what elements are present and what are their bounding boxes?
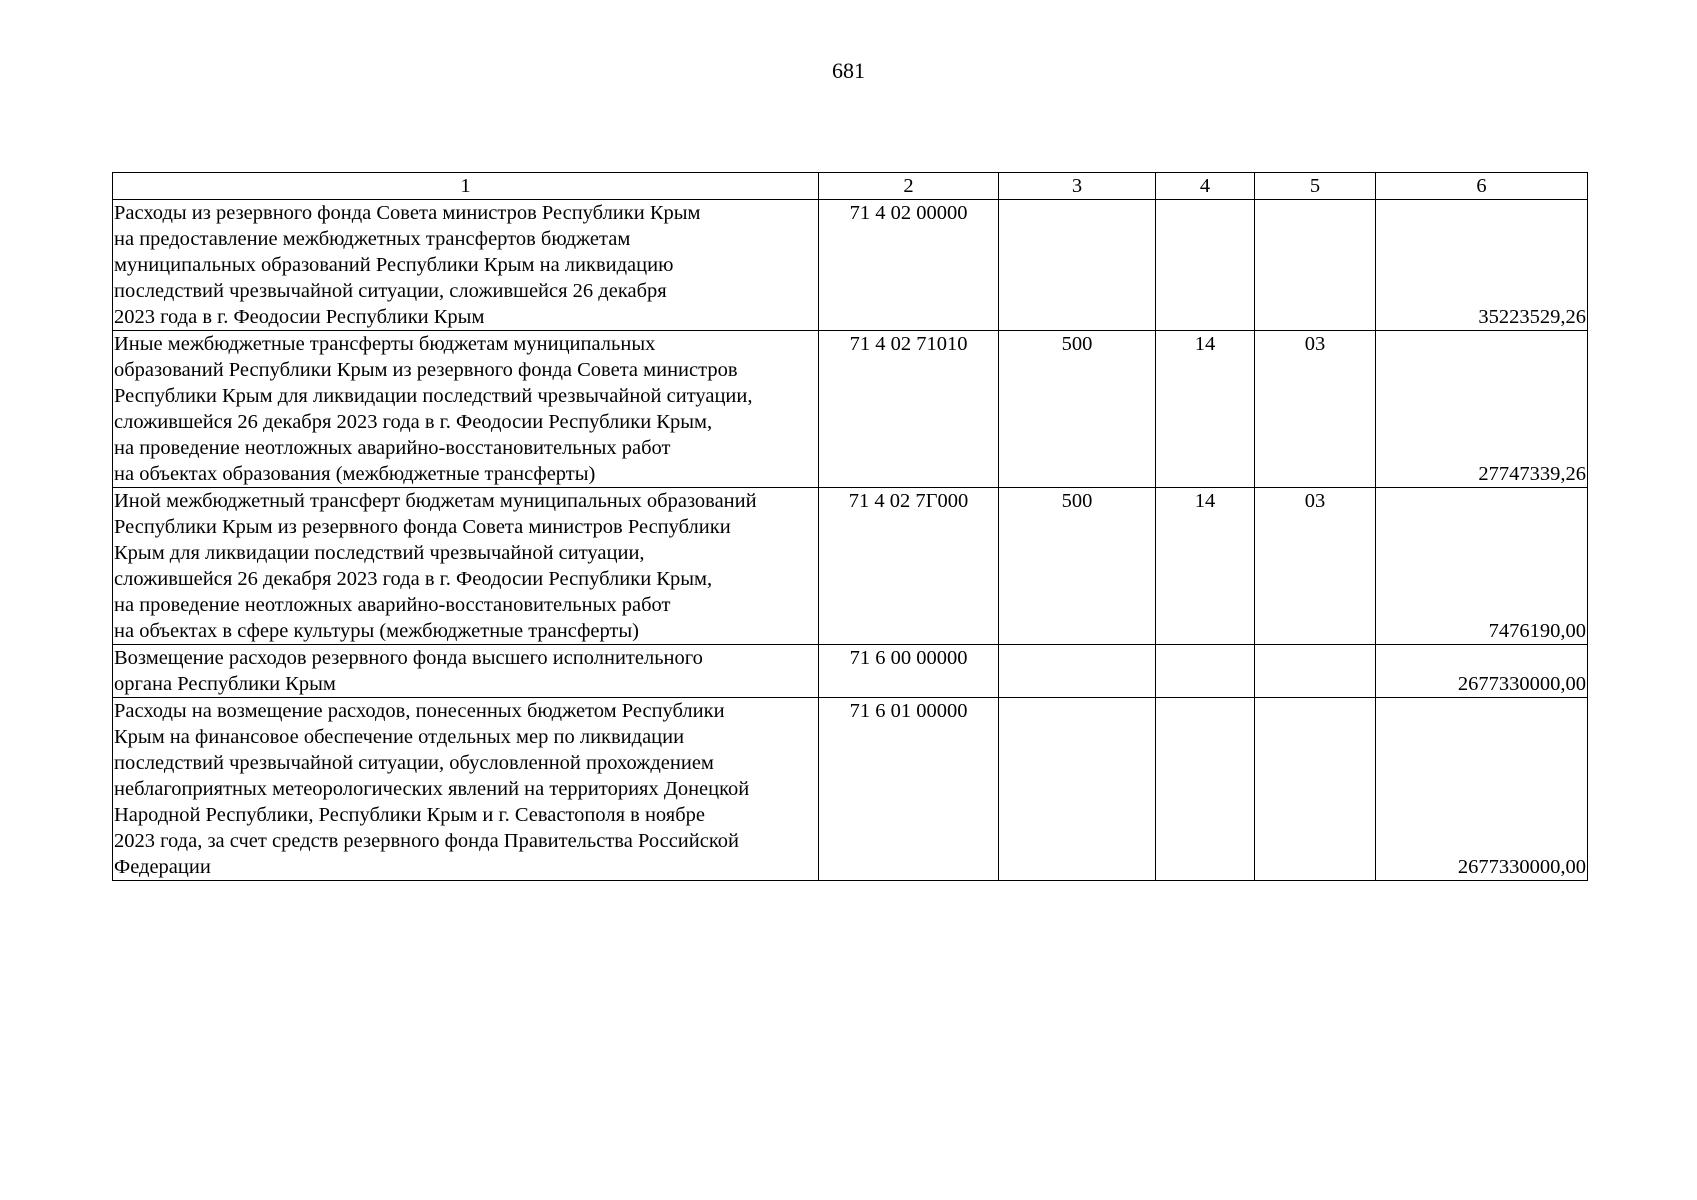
- expense-name-cell: Расходы на возмещение расходов, понесенных бюджетом Республики Крым на финансовое обеспечение отдельных мер по ликвидации последствий чрезвычайной ситуации, обусловленной прохождением неблагоприятных метеорологических явлений на территориях Донецкой Народной Республики, Республики Крым и г. Севастополя в ноябре 2023 года, за счет средств резервного фонда Правительства Российской Федерации: [113, 698, 819, 881]
- target-code-cell: 71 4 02 00000: [819, 200, 999, 331]
- subsection-cell: [1255, 200, 1376, 331]
- expense-type-cell: [999, 645, 1156, 698]
- subsection-cell: 03: [1255, 331, 1376, 488]
- table-row: [113, 698, 1588, 881]
- section-cell: [1156, 200, 1255, 331]
- column-header: 2: [819, 173, 999, 200]
- expense-name-cell: Возмещение расходов резервного фонда высшего исполнительного органа Республики Крым: [113, 645, 819, 698]
- expense-type-cell: [999, 200, 1156, 331]
- expense-name-cell: Расходы из резервного фонда Совета министров Республики Крым на предоставление межбюджетных трансфертов бюджетам муниципальных образований Республики Крым на ликвидацию последствий чрезвычайной ситуации, сложившейся 26 декабря 2023 года в г. Феодосии Республики Крым: [113, 200, 819, 331]
- amount-cell: 2677330000,00: [1376, 698, 1588, 881]
- target-code-cell: 71 6 01 00000: [819, 698, 999, 881]
- target-code-cell: 71 4 02 71010: [819, 331, 999, 488]
- table-row: [113, 200, 1588, 331]
- section-cell: [1156, 645, 1255, 698]
- amount-cell: 27747339,26: [1376, 331, 1588, 488]
- expense-name-cell: Иные межбюджетные трансферты бюджетам муниципальных образований Республики Крым из резервного фонда Совета министров Республики Крым для ликвидации последствий чрезвычайной ситуации, сложившейся 26 декабря 2023 года в г. Феодосии Республики Крым, на проведение неотложных аварийно-восстановительных работ на объектах образования (межбюджетные трансферты): [113, 331, 819, 488]
- column-header: 5: [1255, 173, 1376, 200]
- subsection-cell: 03: [1255, 488, 1376, 645]
- expense-type-cell: 500: [999, 331, 1156, 488]
- amount-cell: 7476190,00: [1376, 488, 1588, 645]
- table-row: [113, 645, 1588, 698]
- budget-table: [112, 172, 1588, 881]
- section-cell: 14: [1156, 488, 1255, 645]
- table-header-row: [113, 173, 1588, 200]
- subsection-cell: [1255, 698, 1376, 881]
- section-cell: [1156, 698, 1255, 881]
- expense-type-cell: [999, 698, 1156, 881]
- table-row: [113, 488, 1588, 645]
- column-header: 4: [1156, 173, 1255, 200]
- column-header: 6: [1376, 173, 1588, 200]
- target-code-cell: 71 6 00 00000: [819, 645, 999, 698]
- subsection-cell: [1255, 645, 1376, 698]
- target-code-cell: 71 4 02 7Г000: [819, 488, 999, 645]
- amount-cell: 35223529,26: [1376, 200, 1588, 331]
- expense-type-cell: 500: [999, 488, 1156, 645]
- amount-cell: 2677330000,00: [1376, 645, 1588, 698]
- column-header: 3: [999, 173, 1156, 200]
- page-number: 681: [832, 58, 865, 83]
- expense-name-cell: Иной межбюджетный трансферт бюджетам муниципальных образований Республики Крым из резервного фонда Совета министров Республики Крым для ликвидации последствий чрезвычайной ситуации, сложившейся 26 декабря 2023 года в г. Феодосии Республики Крым, на проведение неотложных аварийно-восстановительных работ на объектах в сфере культуры (межбюджетные трансферты): [113, 488, 819, 645]
- column-header: 1: [113, 173, 819, 200]
- table-row: [113, 331, 1588, 488]
- section-cell: 14: [1156, 331, 1255, 488]
